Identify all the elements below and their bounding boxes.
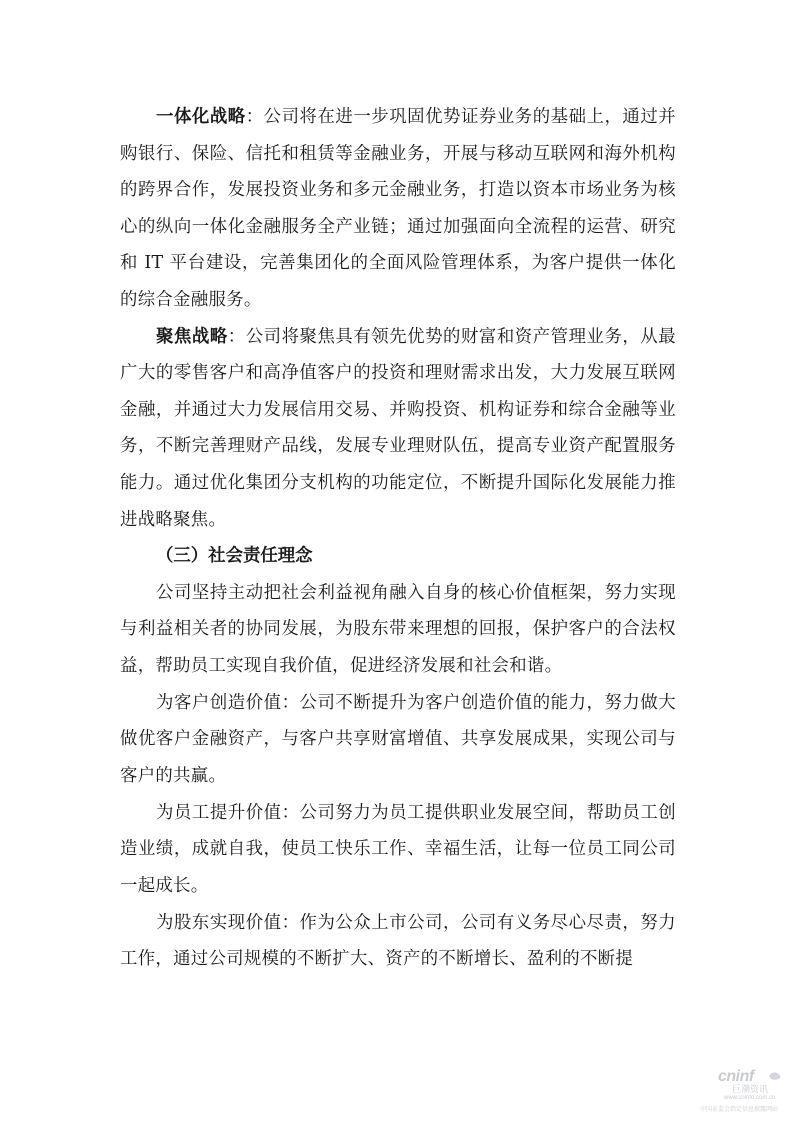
focus-strategy-paragraph [120,319,676,539]
cninfo-watermark [700,1068,790,1116]
watermark-url: www.cninfo.com.cn [724,1095,776,1101]
employee-value-paragraph: 为员工提升价值：公司努力为员工提供职业发展空间，帮助员工创造业绩，成就自我，使员工快乐工作、幸福生活，让每一位员工同公司一起成长。 [120,802,676,896]
customer-value-paragraph: 为客户创造价值：公司不断提升为客户创造价值的能力，努力做大做优客户金融资产，与客户共享财富增值、共享发展成果，实现公司与客户的共赢。 [120,692,676,786]
watermark-name: 巨潮资讯 [732,1085,769,1095]
watermark-subtitle: 中国证监会指定信息披露网站 [700,1106,779,1113]
shareholder-value-paragraph: 为股东实现价值：作为公众上市公司，公司有义务尽心尽责，努力工作，通过公司规模的不断扩大、资产的不断增长、盈利的不断提 [120,912,676,970]
integration-strategy-text: ：公司将在进一步巩固优势证券业务的基础上，通过并购银行、保险、信托和租赁等金融业务，开展与移动互联网和海外机构的跨界合作，发展投资业务和多元金融业务，打造以资本市场业务为核心的纵向一体化金融服务全产业链；通过加强面向全流程的运营、研究和 IT 平台建设，完善集团化的全面风险管理体系，为客户提供一体化的综合金融服务。 [120,107,676,310]
integration-strategy-title: 一体化战略 [156,107,246,127]
integration-strategy-paragraph [120,99,676,319]
document-body [120,99,676,978]
focus-strategy-title: 聚焦战略 [156,326,228,347]
csr-intro-paragraph: 公司坚持主动把社会利益视角融入自身的核心价值框架，努力实现与利益相关者的协同发展，为股东带来理想的回报，保护客户的合法权益，帮助员工实现自我价值，促进经济发展和社会和谐。 [120,582,676,676]
focus-strategy-text: ：公司将聚焦具有领先优势的财富和资产管理业务，从最广大的零售客户和高净值客户的投资和理财需求出发，大力发展互联网金融，并通过大力发展信用交易、并购投资、机构证券和综合金融等业务，不断完善理财产品线，发展专业理财队伍，提高专业资产配置服务能力。通过优化集团分支机构的功能定位，不断提升国际化发展能力推进战略聚焦。 [120,326,676,530]
section-heading: （三）社会责任理念 [156,546,313,567]
cninfo-logo-icon [768,1070,782,1082]
watermark-logo: cninf [718,1068,754,1085]
